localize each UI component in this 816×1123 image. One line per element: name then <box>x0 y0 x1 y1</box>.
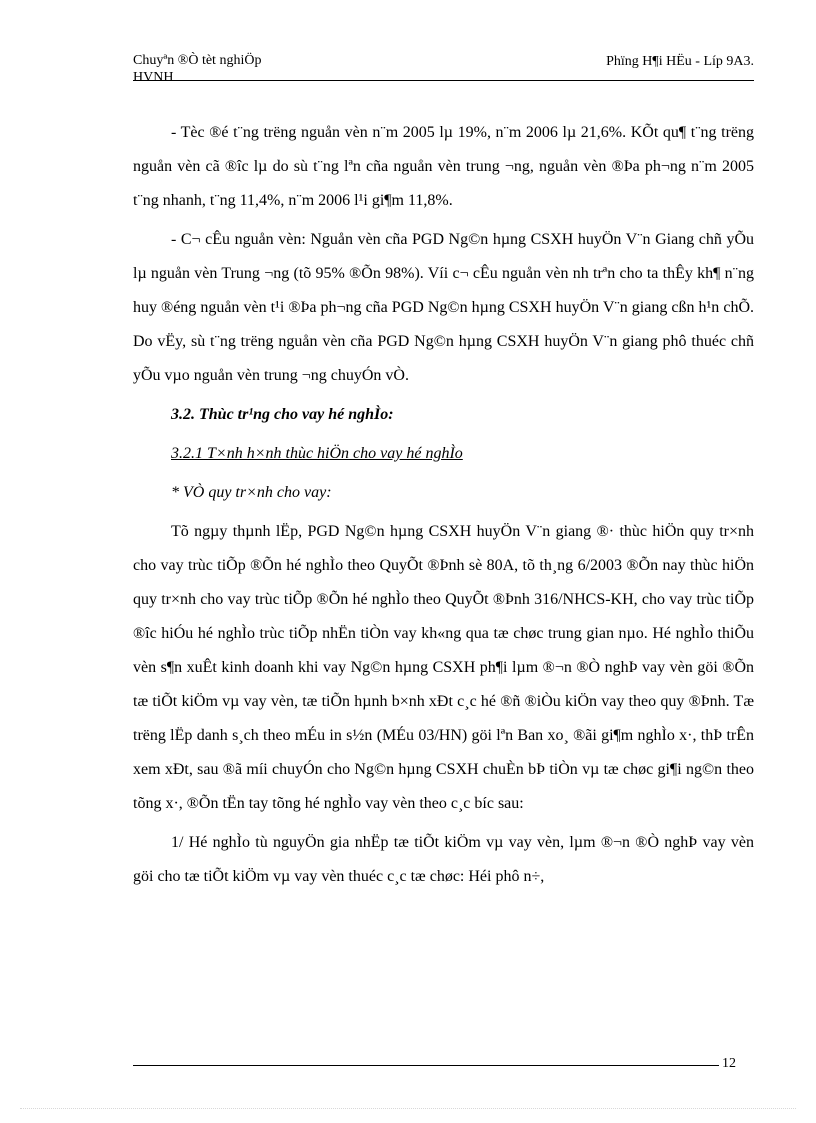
page-bottom-divider <box>20 1108 796 1109</box>
paragraph-capital-structure: - C¬ cÊu nguån vèn: Nguån vèn cña PGD Ng©n hµng CSXH huyÖn V¨n Giang chñ yÕu lµ nguån vèn Trung ¬ng (tõ 95% ®Õn 98%). Víi c¬ cÊu nguån vèn nh trªn cho ta thÊy kh¶ n¨ng huy ®éng nguån vèn t¹i ®Þa ph¬ng cña PGD Ng©n hµng CSXH huyÖn V¨n giang cßn h¹n chÕ. Do vËy, sù t¨ng trëng nguån vèn cña PGD Ng©n hµng CSXH huyÖn V¨n giang phô thuéc chñ yÕu vµo nguån vèn trung ¬ng chuyÓn vÒ. <box>133 231 754 384</box>
footer-rule <box>133 1065 719 1066</box>
header-author: Phïng H¶i HËu - Líp 9A3. <box>606 54 754 69</box>
header-rule <box>133 80 754 81</box>
paragraph-step-1: 1/ Hé nghÌo tù nguyÖn gia nhËp tæ tiÕt kiÖm vµ vay vèn, lµm ®¬n ®Ò nghÞ vay vèn göi cho tæ tiÕt kiÖm vµ vay vèn thuéc c¸c tæ chøc: Héi phô n÷, <box>133 834 754 885</box>
section-heading: 3.2. Thùc tr¹ng cho vay hé nghÌo: <box>171 406 394 423</box>
header-title: Chuyªn ®Ò tèt nghiÖp <box>133 53 262 68</box>
paragraph-growth: - Tèc ®é t¨ng trëng nguån vèn n¨m 2005 lµ 19%, n¨m 2006 lµ 21,6%. KÕt qu¶ t¨ng trëng nguån vèn cã ®îc lµ do sù t¨ng lªn cña nguån vèn trung ¬ng, nguån vèn ®Þa ph¬ng n¨m 2005 t¨ng nhanh, t¨ng 11,4%, n¨m 2006 l¹i gi¶m 11,8%. <box>133 124 754 209</box>
page-number: 12 <box>722 1056 736 1071</box>
bullet-heading: * VÒ quy tr×nh cho vay: <box>171 484 332 501</box>
paragraph-lending-process: Tõ ngµy thµnh lËp, PGD Ng©n hµng CSXH huyÖn V¨n giang ®· thùc hiÖn quy tr×nh cho vay trùc tiÕp ®Õn hé nghÌo theo QuyÕt ®Þnh sè 80A, tõ th¸ng 6/2003 ®Õn nay thùc hiÖn quy tr×nh cho vay trùc tiÕp ®Õn hé nghÌo theo QuyÕt ®Þnh 316/NHCS-KH, cho vay trùc tiÕp ®îc hiÓu hé nghÌo trùc tiÕp nhËn tiÒn vay kh«ng qua tæ chøc trung gian nµo. Hé nghÌo thiÕu vèn s¶n xuÊt kinh doanh khi vay Ng©n hµng CSXH ph¶i lµm ®¬n ®Ò nghÞ vay vèn göi ®Õn tæ tiÕt kiÖm vµ vay vèn, tæ tiÕn hµnh b×nh xÐt c¸c hé ®ñ ®iÒu kiÖn vay theo quy ®Þnh. Tæ trëng lËp danh s¸ch theo mÉu in s½n (MÉu 03/HN) göi lªn Ban xo¸ ®ãi gi¶m nghÌo x·, thÞ trÊn xem xÐt, sau ®ã míi chuyÓn cho Ng©n hµng CSXH chuÈn bÞ tiÒn vµ tæ chøc gi¶i ng©n theo tõng x·, ®Õn tËn tay tõng hé nghÌo vay vèn theo c¸c bíc sau: <box>133 523 754 812</box>
page-body <box>133 116 754 899</box>
header-institution: HVNH <box>133 70 174 85</box>
subsection-heading: 3.2.1 T×nh h×nh thùc hiÖn cho vay hé nghÌo <box>171 445 463 462</box>
